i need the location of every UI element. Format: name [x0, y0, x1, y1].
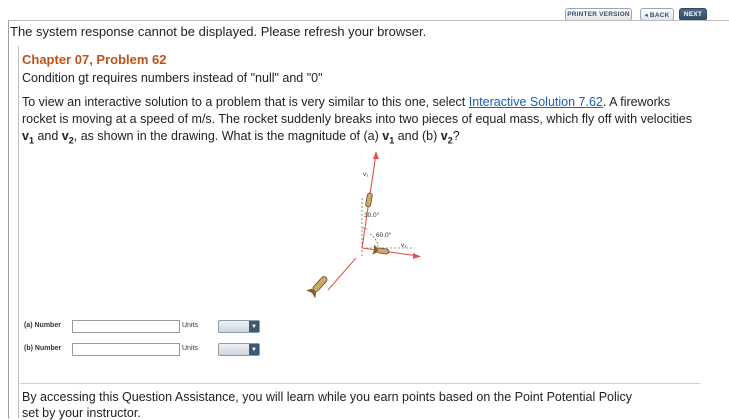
- back-button[interactable]: ◂ BACK: [640, 8, 674, 21]
- rocket-path-line: [328, 258, 356, 290]
- v1-arrowhead: [373, 151, 379, 159]
- interactive-solution-link[interactable]: Interactive Solution 7.62: [468, 95, 603, 109]
- angle-arc-top: [362, 228, 369, 230]
- problem-title: Chapter 07, Problem 62: [22, 52, 167, 67]
- answer-b-label: (b) Number: [24, 345, 62, 352]
- footer-text-continued: set by your instructor.: [22, 406, 141, 420]
- v2-arrow: [362, 248, 418, 256]
- v2-symbol: $v_2$: [440, 129, 453, 146]
- answer-a-units-select[interactable]: [218, 320, 260, 333]
- v2-label: v₂: [401, 242, 407, 249]
- answer-a-units-label: Units: [182, 322, 198, 329]
- v1-label: v₁: [363, 171, 369, 178]
- chevron-down-icon: ▼: [249, 344, 259, 355]
- answer-b-units-label: Units: [182, 345, 198, 352]
- rocket-icon: [306, 273, 330, 298]
- problem-text: [22, 94, 698, 150]
- problem-text-part: and: [33, 129, 62, 143]
- answer-a-number-input[interactable]: [72, 320, 180, 333]
- v1-symbol: $v_1$: [382, 129, 395, 146]
- answer-b-units-select[interactable]: [218, 343, 260, 356]
- fragment-1-icon: [365, 193, 372, 208]
- fragment-2-icon: [372, 245, 389, 257]
- problem-text-part: and (b): [394, 129, 441, 143]
- angle-label-top: 30.0°: [364, 212, 380, 219]
- problem-text-part: ?: [452, 129, 460, 143]
- problem-text-part: To view an interactive solution to a problem that is very similar to this one, select: [22, 95, 469, 109]
- v1-symbol: $v_1$: [22, 129, 34, 146]
- answer-b-number-input[interactable]: [72, 343, 180, 356]
- footer-divider: [20, 383, 700, 384]
- next-button[interactable]: NEXT: [679, 8, 707, 21]
- v2-symbol: $v_2$: [61, 129, 74, 146]
- answer-a-label: (a) Number: [24, 322, 61, 329]
- v2-arrowhead: [413, 253, 421, 259]
- condition-message: Condition gt requires numbers instead of "null" and "0": [22, 71, 323, 85]
- problem-text-part: . A fireworks rocket is moving at a speed of m/s. The rocket suddenly breaks into two pieces of equal mass, which fly off with velocities: [22, 95, 692, 126]
- printer-version-button[interactable]: PRINTER VERSION: [565, 8, 632, 21]
- footer-text: By accessing this Question Assistance, you will learn while you earn points based on the Point Potential Policy: [22, 390, 633, 404]
- angle-label-right: 60.0°: [376, 232, 392, 239]
- chevron-down-icon: ▼: [249, 321, 259, 332]
- rocket-diagram: [290, 148, 440, 303]
- system-message: The system response cannot be displayed. Please refresh your browser.: [10, 24, 427, 39]
- top-toolbar: [0, 0, 703, 22]
- problem-text-part: , as shown in the drawing. What is the magnitude of (a): [73, 129, 383, 143]
